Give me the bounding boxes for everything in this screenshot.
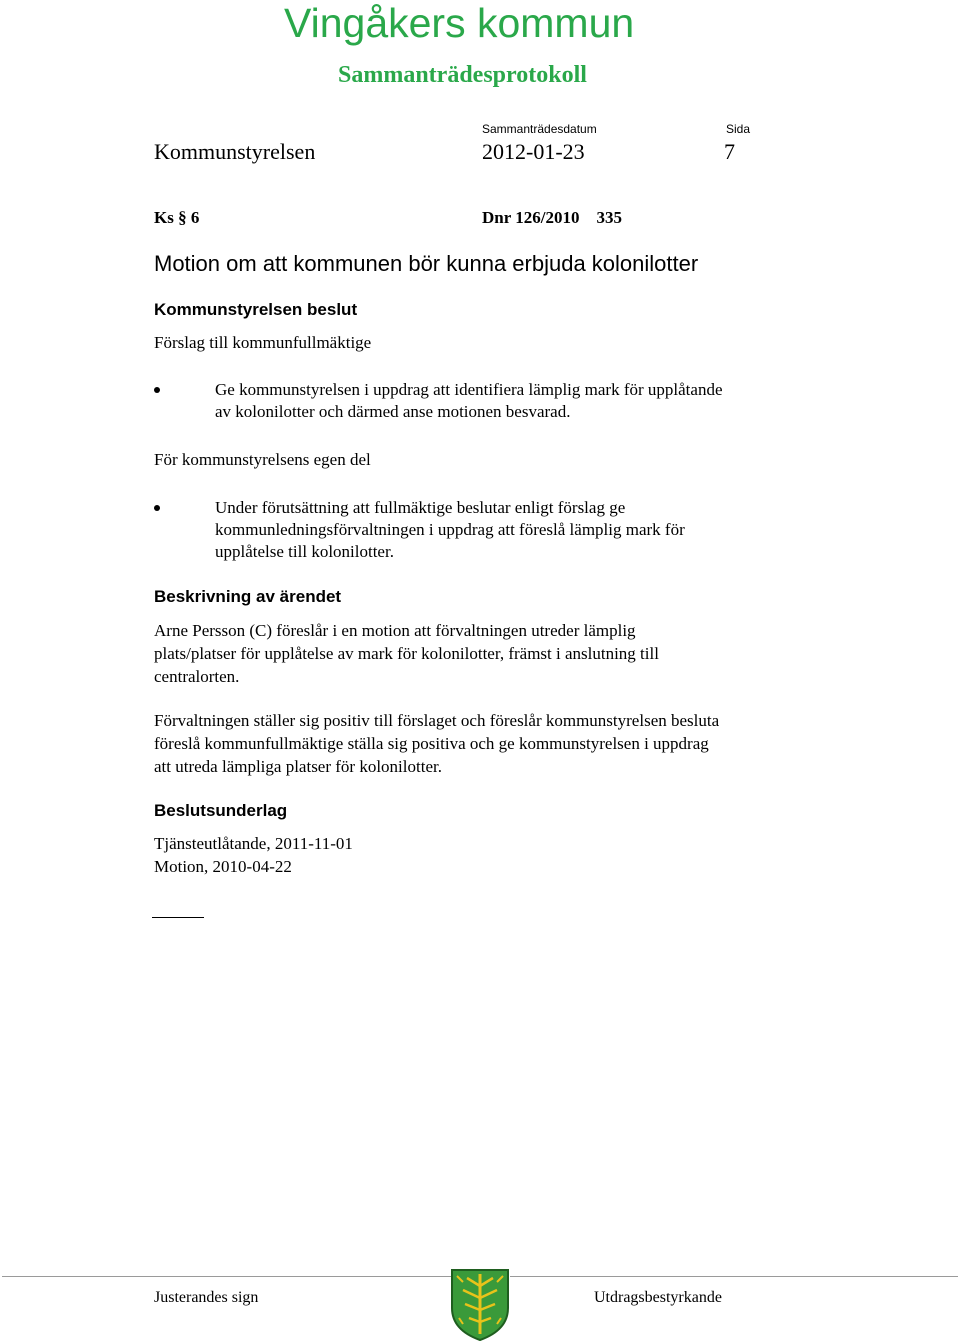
proposal-intro: Förslag till kommunfullmäktige <box>154 333 372 352</box>
text-line: plats/platser för upplåtelse av mark för kolonilotter, främst i anslutning till <box>154 644 659 663</box>
text-line: Förvaltningen ställer sig positiv till förslaget och föreslår kommunstyrelsen besluta <box>154 711 720 730</box>
description-heading: Beskrivning av ärendet <box>154 587 342 606</box>
basis-heading: Beslutsunderlag <box>154 801 288 820</box>
case-paragraph: Ks § 6 <box>154 208 200 227</box>
page-number: 7 <box>724 139 735 164</box>
proposal-bullet-line: av kolonilotter och därmed anse motionen besvarad. <box>215 402 571 421</box>
own-part-bullet <box>215 497 685 563</box>
proposal-bullet-line: Ge kommunstyrelsen i uppdrag att identifiera lämplig mark för upplåtande <box>215 380 723 399</box>
own-part-bullet-line: Under förutsättning att fullmäktige beslutar enligt förslag ge <box>215 498 626 517</box>
own-part-intro: För kommunstyrelsens egen del <box>154 450 371 469</box>
basis-item: Tjänsteutlåtande, 2011-11-01 <box>154 834 353 853</box>
body-name: Kommunstyrelsen <box>154 139 316 164</box>
own-part-bullet-line: upplåtelse till kolonilotter. <box>215 542 394 561</box>
utdragsbestyrkande-label: Utdragsbestyrkande <box>594 1289 722 1306</box>
case-dnr: Dnr 126/2010 335 <box>482 208 622 227</box>
case-title: Motion om att kommunen bör kunna erbjuda kolonilotter <box>154 251 699 276</box>
description-paragraph-1 <box>154 619 659 688</box>
justerande-sign-label: Justerandes sign <box>154 1289 259 1306</box>
bullet-icon <box>154 505 160 511</box>
bullet-icon <box>154 387 160 393</box>
basis-item: Motion, 2010-04-22 <box>154 857 292 876</box>
footer-rule <box>510 1276 958 1277</box>
meeting-date: 2012-01-23 <box>482 139 585 164</box>
proposal-bullet <box>215 379 723 423</box>
page-label: Sida <box>726 122 751 136</box>
footer-rule <box>2 1276 452 1277</box>
text-line: föreslå kommunfullmäktige ställa sig positiva och ge kommunstyrelsen i uppdrag <box>154 734 709 753</box>
meeting-date-label: Sammanträdesdatum <box>482 122 597 136</box>
signature-line <box>152 917 204 918</box>
decision-heading: Kommunstyrelsen beslut <box>154 300 358 319</box>
text-line: att utreda lämpliga platser för kolonilotter. <box>154 757 442 776</box>
own-part-bullet-line: kommunledningsförvaltningen i uppdrag att föreslå lämplig mark för <box>215 520 685 539</box>
document-type: Sammanträdesprotokoll <box>338 62 587 88</box>
text-line: centralorten. <box>154 667 240 686</box>
description-paragraph-2 <box>154 709 719 778</box>
basis-list <box>154 832 353 878</box>
org-name: Vingåkers kommun <box>284 0 635 46</box>
municipal-coat-of-arms-icon <box>449 1268 511 1342</box>
text-line: Arne Persson (C) föreslår i en motion att förvaltningen utreder lämplig <box>154 621 636 640</box>
